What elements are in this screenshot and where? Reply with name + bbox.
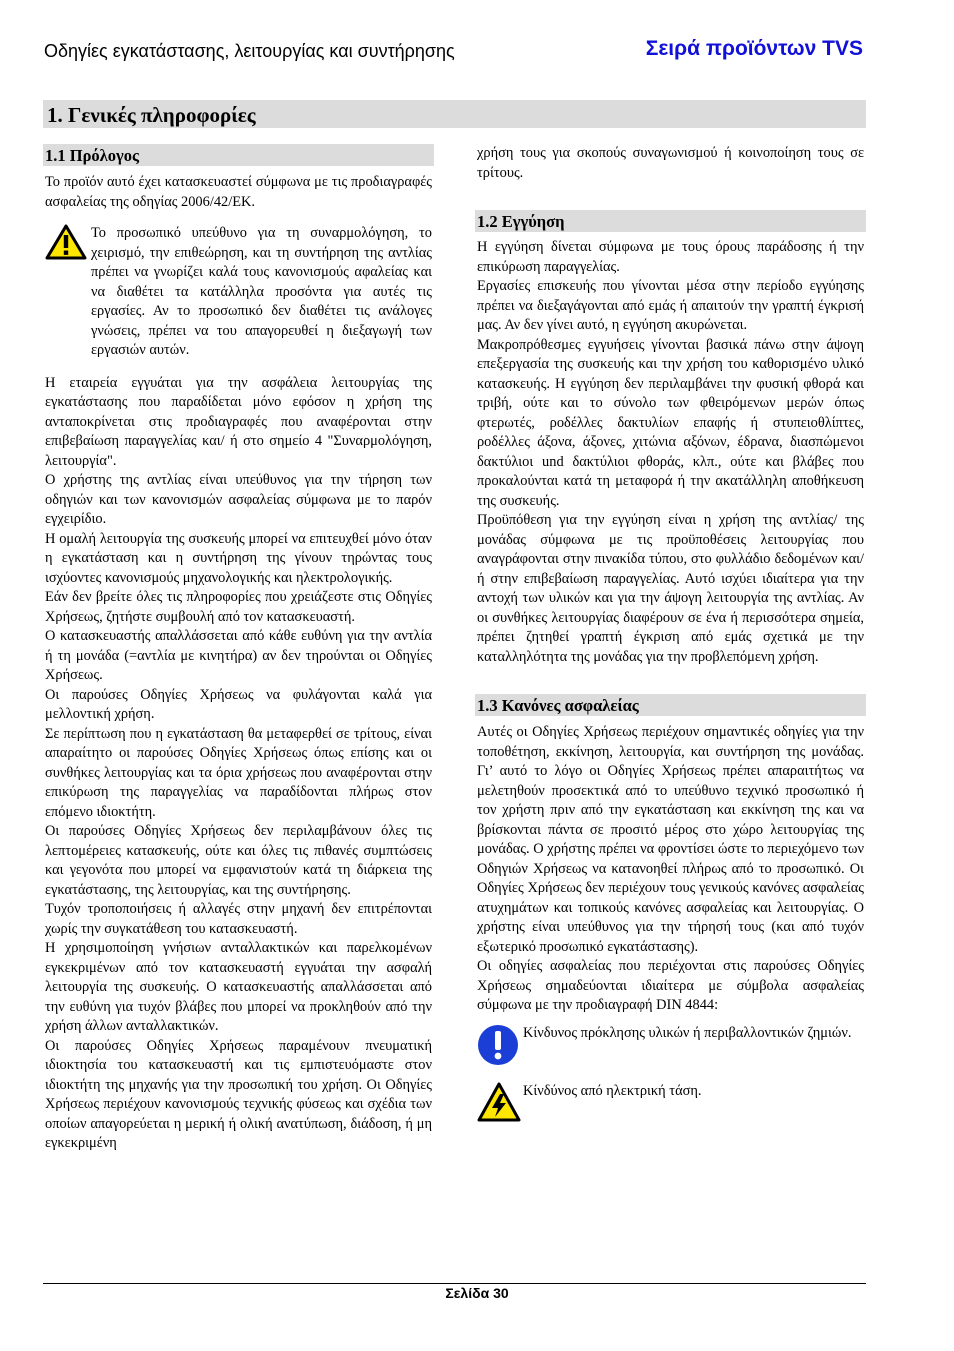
foreword-paragraph: Εάν δεν βρείτε όλες τις πληροφορίες που χρειάζεστε στις Οδηγίες Χρήσεως, ζητήστε συμβουλή από τον κατασκευαστή. <box>45 589 432 625</box>
header-document-title: Οδηγίες εγκατάστασης, λειτουργίας και συντήρησης <box>44 41 455 61</box>
exclamation-icon <box>477 1024 521 1073</box>
foreword-paragraph: Η χρησιμοποίηση γνήσιων ανταλλακτικών και παρελκομένων εγκεκριμένων από τον κατασκευαστή εγγυάται την ασφαλή λειτουργία της συσκευής. Ο κατασκευαστής απαλλάσσεται από την ευθύνη για τυχόν βλάβες που μπορεί να προκληθούν από την χρήση άλλων ανταλλακτικών. <box>45 940 432 1034</box>
footer-divider <box>43 1283 866 1284</box>
subsection-title-safety-rules: 1.3 Κανόνες ασφαλείας <box>475 694 866 716</box>
warranty-paragraph: Η εγγύηση δίνεται σύμφωνα με τους όρους παράδοσης ή την επικύρωση παραγγελίας. <box>477 239 864 275</box>
warranty-paragraph: Μακροπρόθεσμες εγγυήσεις γίνονται βασικά πάνω στην άψογη επεξεργασία της συσκευής και την χρήση του καθορισμένο υλικό κατασκευής. Η εγγύηση δεν περιλαμβάνει την φυσική φθορά και τριβή, ούτε και το σύνολο των φθειρόμενων μερών όπως φτερωτές, ροδέλλες δακτυλίων επαφής ή στυπειοθλίπτες, ροδέλλες άξονα, άξονες, χιτώνια αξόνων, έδρανα, διασπώμενοι δακτύλιοι und δακτύλιοι φθοράς, κλπ., ούτε και βλάβες που προκαλούνται κατά τη μεταφορά ή την ακατάλληλη αποθήκευση της συσκευής. <box>477 336 864 509</box>
foreword-paragraph: Οι παρούσες Οδηγίες Χρήσεως δεν περιλαμβάνουν όλες τις λεπτομέρειες κατασκευής, ούτε και όλες τις πιθανές συμπτώσεις και γεγονότα που μπορεί να εμφανιστούν κατά τη διάρκεια της εγκατάστασης, της λειτουργίας, και της συντήρησης. <box>45 823 432 898</box>
foreword-continuation: χρήση τους για σκοπούς συναγωνισμού ή κοινοποίηση τους σε τρίτους. <box>477 145 864 181</box>
foreword-paragraph: Τυχόν τροποποιήσεις ή αλλαγές στην μηχανή δεν επιτρέπονται χωρίς την συγκατάθεση του κατασκευαστή. <box>45 901 432 937</box>
foreword-paragraph: Η εταιρεία εγγυάται για την ασφάλεια λειτουργίας της εγκατάστασης που παραδίδεται μόνο εφόσον η χρήση της ανταποκρίνεται στις προδιαγραφές που αναφέρονται στην επιβεβαίωση παραγγελίας και/ ή στο σημείο 4 "Συναρμολόγηση, λειτουργία". <box>45 374 432 469</box>
warranty-paragraph: Εργασίες επισκευής που γίνονται μέσα στην περίοδο εγγύησης πρέπει να διεξαγάγονται από εμάς ή απαιτούν την γραπτή έγκρισή μας. Αν δεν γίνει αυτό, η εγγύηση ακυρώνεται. <box>477 278 864 333</box>
foreword-paragraph: Η ομαλή λειτουργία της συσκευής μπορεί να επιτευχθεί μόνο όταν η εγκατάσταση και η συντήρηση της γίνουν τηρώντας τους ισχύοντες κανονισμούς μηχανολογικής και ηλεκτρολογικής. <box>45 530 432 586</box>
safety-symbol-text: Κίνδυνος πρόκλησης υλικών ή περιβαλλοντικών ζημιών. <box>523 1024 852 1041</box>
foreword-intro: Το προϊόν αυτό έχει κατασκευαστεί σύμφωνα με τις προδιαγραφές ασφαλείας της οδηγίας 2006/42/ΕΚ. <box>45 174 432 210</box>
safety-paragraph: Οι οδηγίες ασφαλείας που περιέχονται στις παρούσες Οδηγίες Χρήσεως σημαδεύονται ιδιαίτερα με σύμβολα ασφαλείας σύμφωνα με την προδιαγραφή DIN 4844: <box>477 958 864 1013</box>
right-column <box>477 144 864 1129</box>
foreword-paragraph: Ο κατασκευαστής απαλλάσσεται από κάθε ευθύνη για την αντλία ή τη μονάδα (=αντλία με κινητήρα) αν δεν τηρούνται οι Οδηγίες Χρήσεως. <box>45 628 432 683</box>
subsection-title-foreword: 1.1 Πρόλογος <box>43 144 434 166</box>
safety-symbol-row <box>477 1024 864 1073</box>
foreword-paragraph: Οι παρούσες Οδηγίες Χρήσεως να φυλάγονται καλά για μελλοντική χρήση. <box>45 686 432 722</box>
warning-text: Το προσωπικό υπεύθυνο για τη συναρμολόγηση, το χειρισμό, την επιθεώρηση, και τη συντήρηση της αντλίας πρέπει να γνωρίζει καλά τους κανονισμούς αφαλείας και να διαθέτει τα κατάλληλα προσόντα για αυτές τις εργασίες. Αν το προσωπικό δεν διαθέτει τις ανάλογες γνώσεις, πρέπει να του απαγορευθεί η διεξαγωγή των εργασιών αυτών. <box>91 225 432 358</box>
warning-triangle-icon <box>45 224 89 267</box>
high-voltage-icon <box>477 1082 521 1129</box>
section-title: 1. Γενικές πληροφορίες <box>47 103 256 127</box>
safety-symbol-text: Κίνδύνος από ηλεκτρική τάση. <box>523 1083 702 1099</box>
left-column <box>45 144 432 1154</box>
foreword-paragraph: Σε περίπτωση που η εγκατάσταση θα μεταφερθεί σε τρίτους, είναι απαραίτητο οι παρούσες Οδηγίες Χρήσεως όπως επίσης και οι συνθήκες λειτουργίας και τα όρια χρήσεως που αναφέρονται στην επικύρωση της παραγγελίας να παραδίδονται πλήρως στον επόμενο ιδιοκτήτη. <box>45 725 432 820</box>
page-number: Σελίδα 30 <box>445 1285 509 1301</box>
safety-symbol-row <box>477 1082 864 1129</box>
warranty-paragraph: Προϋπόθεση για την εγγύηση είναι η χρήση της αντλίας/ της μονάδας σύμφωνα με τις προϋποθέσεις λειτουργίας που αναγράφονται στην πινακίδα τύπου, στο φυλλάδιο δεδομένων και/ ή στην επιβεβαίωση παραγγελίας. Αυτό ισχύει ιδιαίτερα για την αντοχή των υλικών και για την άψογη λειτουργία της αντλίας. Αν οι συνθήκες λειτουργίας διαφέρουν σε ένα ή περισσότερα σημεία, πρέπει ζητηθεί γραπτή έγκριση από εμάς σχετικά με την καταλληλότητα της μονάδας για την προβλεπόμενη χρήση. <box>477 512 864 665</box>
subsection-title-warranty: 1.2 Εγγύηση <box>475 210 866 232</box>
header-product-series: Σειρά προϊόντων TVS <box>645 37 863 60</box>
warning-block <box>45 224 432 361</box>
foreword-paragraph: Οι παρούσες Οδηγίες Χρήσεως παραμένουν πνευματική ιδιοκτησία του κατασκευαστή και τις εμπιστευόμαστε στον ιδιοκτήτη της μηχανής για την προσωπική του χρήση. Οι Οδηγίες Χρήσεως περιέχουν κανονισμούς τεχνικής φύσεως και σχέδια των οποίων απαγορεύεται η μερική ή ολική ανατύπωση, διάδοση, ή μη εγκεκριμένη <box>45 1037 432 1151</box>
foreword-paragraph: Ο χρήστης της αντλίας είναι υπεύθυνος για την τήρηση των οδηγιών και των κανονισμών ασφαλείας σύμφωνα με το παρόν εγχειρίδιο. <box>45 472 432 527</box>
safety-paragraph: Αυτές οι Οδηγίες Χρήσεως περιέχουν σημαντικές οδηγίες για την τοποθέτηση, εκκίνηση, λειτουργία, και συντήρηση της μονάδας. Γι’ αυτό το λόγο οι Οδηγίες Χρήσεως πρέπει απαραιτήτως να μελετηθούν προσεκτικά από το υπεύθυνο τεχνικό προσωπικό ή τον χρήστη πριν από την εγκατάσταση και εκκίνηση της και να βρίσκονται πάντα σε προσιτό μέρος στο χώρο λειτουργίας της μονάδας. Ο χρήστης πρέπει να φροντίσει ώστε το περιεχόμενο των Οδηγιών Χρήσεως να κατανοηθεί πλήρως από το προσωπικό. Οι Οδηγίες Χρήσεως δεν περιέχουν τους γενικούς κανόνες ασφαλείας ατυχημάτων και τοπικούς κανόνες ασφαλείας και λειτουργίας. Ο χρήστης είναι υπεύθυνος για την τήρησή τους (και από τυχόν εξωτερικό προσωπικό εγκατάστασης). <box>477 724 864 955</box>
